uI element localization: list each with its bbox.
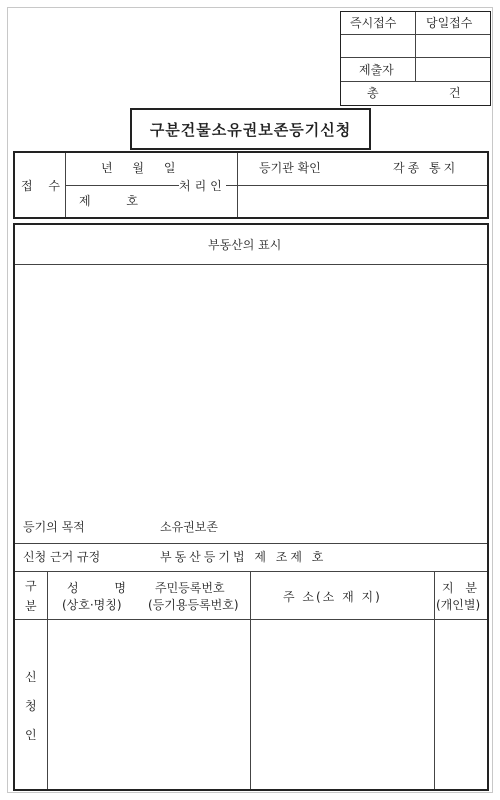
col-id-sub: (등기용등록번호) <box>148 598 239 612</box>
applicant-label-1: 신 <box>25 670 37 684</box>
receipt-box <box>340 11 491 106</box>
reception-section <box>13 151 489 219</box>
purpose-value: 소유권보존 <box>160 520 218 534</box>
form-title: 구분건물소유권보존등기신청 <box>149 120 352 139</box>
count-label: 건 <box>449 86 461 100</box>
reception-date: 년 월 일 <box>101 161 184 175</box>
main-section <box>13 223 489 791</box>
divider <box>341 57 490 58</box>
divider <box>237 185 487 186</box>
processor-label: 처리인 <box>179 179 226 193</box>
purpose-label: 등기의 목적 <box>23 520 85 534</box>
divider <box>250 571 251 789</box>
divider <box>341 81 490 82</box>
divider <box>434 571 435 789</box>
reception-label: 접 수 <box>21 179 66 193</box>
col-address: 주 소(소 재 지) <box>283 590 382 604</box>
total-label: 총 <box>367 86 379 100</box>
notifications-label: 각종 통지 <box>393 161 459 175</box>
basis-label: 신청 근거 규정 <box>23 550 101 564</box>
form-title-box <box>130 108 371 150</box>
applicant-label-3: 인 <box>25 728 37 742</box>
applicant-label-2: 청 <box>25 699 37 713</box>
divider <box>15 264 487 265</box>
col-id: 주민등록번호 <box>155 581 225 595</box>
divider <box>15 571 487 572</box>
reception-number: 제 호 <box>79 194 154 208</box>
divider <box>47 571 48 789</box>
col-share-sub: (개인별) <box>436 598 481 612</box>
col-name: 성 명 <box>67 581 142 595</box>
registrar-check-label: 등기관 확인 <box>259 161 321 175</box>
divider <box>341 34 490 35</box>
col-category-1: 구 <box>25 579 37 593</box>
divider <box>415 12 416 82</box>
property-header: 부동산의 표시 <box>208 238 282 252</box>
same-day-receipt-label: 당일접수 <box>426 16 473 30</box>
basis-value: 부동산등기법 제 조제 호 <box>160 550 327 564</box>
col-category-2: 분 <box>25 599 37 613</box>
submitter-label: 제출자 <box>359 63 394 77</box>
col-share: 지 분 <box>442 581 481 595</box>
col-name-sub: (상호·명칭) <box>62 598 122 612</box>
immediate-receipt-label: 즉시접수 <box>350 16 397 30</box>
divider <box>15 619 487 620</box>
divider <box>15 543 487 544</box>
